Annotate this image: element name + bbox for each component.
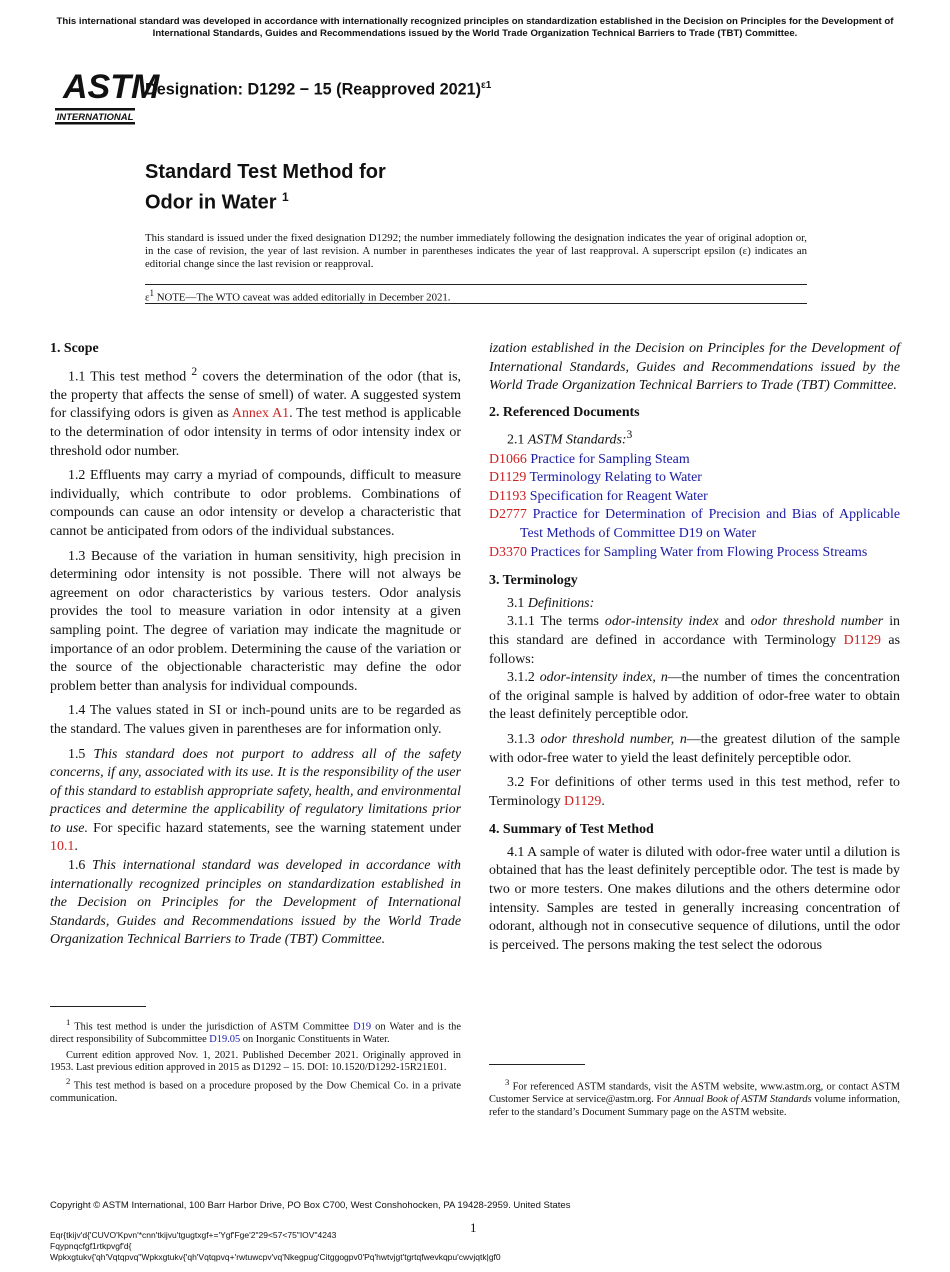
wto-banner: This international standard was developed in accordance with internationally recognized principles on standardization established in the Decision on Principles for the Development of International Standards, Guides and Recommendations issued by the World Trade Organization Technical Barriers to Trade (TBT) Committee. [56, 16, 894, 39]
para-4-1: 4.1 A sample of water is diluted with odor-free water until a dilution is obtained that has the least definitely perceptible odor. The test is made by two or more testers. One makes dilutions and the others determine odor intensity. Samples are tested in generally increasing concentration of odorant, although not in consecutive sequence of dilutions, until the odor is perceived. The persons making the test select the odorous [489, 844, 900, 953]
reference-list [489, 451, 900, 563]
editorial-note: $\varepsilon^1$ NOTE—The WTO caveat was added editorially in December 2021. [145, 288, 451, 304]
footnotes-left [50, 1016, 461, 1106]
reference-item[interactable]: D1129 Terminology Relating to Water [489, 470, 702, 486]
terminology-heading: 3. Terminology [489, 573, 578, 589]
page-title: Standard Test Method for Odor in Water $^1$ [145, 161, 386, 214]
reference-item[interactable]: D1066 Practice for Sampling Steam [489, 451, 690, 467]
page-number: 1 [470, 1220, 477, 1235]
d19-link[interactable]: D19 [353, 1021, 372, 1033]
designation: Designation: D1292 − 15 (Reapproved 2021)$^{\varepsilon 1}$ [145, 80, 492, 99]
astm-logo [55, 60, 160, 132]
scope-heading: 1. Scope [50, 341, 99, 356]
para-1-4: 1.4 The values stated in SI or inch-pound units are to be regarded as the standard. The values given in parentheses are for information only. [50, 703, 461, 737]
section-10-1-link[interactable]: 10.1 [50, 839, 75, 855]
para-1-1: 1.1 This test method $^2$ covers the determination of the odor (that is, the property that affects the sense of smell) of water. A suggested system for classifying odors is given as Annex A1. The test method is applicable to the determination of odor intensity in terms of odor intensity index or threshold odor number. [50, 364, 461, 459]
divider [145, 284, 807, 285]
astm-logo-letters: ASTM [63, 68, 160, 106]
para-3-1-1: 3.1.1 The terms odor-intensity index and odor threshold number in this standard are defined in accordance with Terminology D1129 as follows: [489, 614, 900, 667]
para-3-1-3: 3.1.3 odor threshold number, n—the greatest dilution of the sample with odor-free water to yield the least definitely perceptible odor. [489, 731, 900, 766]
footnote-separator [50, 1006, 146, 1007]
para-3-1: 3.1 Definitions: [507, 595, 595, 611]
para-1-5: 1.5 This standard does not purport to address all of the safety concerns, if any, associated with its use. It is the responsibility of the user of this standard to establish appropriate safety, health, and environmental practices and determine the applicability of regulatory limitations prior to use. For specific hazard statements, see the warning statement under 10.1. [50, 746, 461, 855]
reference-item[interactable]: D1193 Specification for Reagent Water [489, 488, 708, 504]
license-stamp: Eqr{tkijv'd{'CUVO'Kpvn'*cnn'tkijvu'tgugtxgf+='Ygf'Fge'2"29<57<75"IOV"4243 Fqypnqcfgf1rtkpvgf'd{ Wpkxgtukv{'qh'Vqtqpvq"Wpkxgtukv{'qh'Vqtqpvq+'rwtuwcpv'vq'Nkegpug'Citggogpv0'Pq'hwtvjgt'tgrtqfwevkqpu'cwvjqtk|gf0 [50, 1230, 501, 1262]
d19-05-link[interactable]: D19.05 [209, 1034, 241, 1046]
footnote-1: $^1$ This test method is under the jurisdiction of ASTM Committee D19 on Water and is the direct responsibility of Subcommittee D19.05 on Inorganic Constituents in Water. [50, 1017, 461, 1046]
d1129-link[interactable]: D1129 [564, 793, 602, 809]
right-column [489, 340, 900, 955]
copyright: Copyright © ASTM International, 100 Barr Harbor Drive, PO Box C700, West Conshohocken, PA 19428-2959. United States [50, 1200, 571, 1211]
annex-a1-link[interactable]: Annex A1 [231, 406, 290, 422]
para-1-6: 1.6 This international standard was developed in accordance with internationally recognized principles on standardization established in the Decision on Principles for the Development of International Standards, Guides and Recommendations issued by the World Trade Organization Technical Barriers to Trade (TBT) Committee. [50, 858, 461, 948]
para-3-2: 3.2 For definitions of other terms used in this test method, refer to Terminology D1129. [489, 775, 900, 809]
para-2-1: 2.1 ASTM Standards:$^3$ [507, 428, 633, 448]
issuance-note: This standard is issued under the fixed designation D1292; the number immediately following the designation indicates the year of original adoption or, in the case of revision, the year of last revision. A number in parentheses indicates the year of last reapproval. A superscript epsilon (ε) indicates an editorial change since the last revision or reapproval. [145, 232, 807, 270]
footnote-2: $^2$ This test method is based on a procedure proposed by the Dow Chemical Co. in a private communication. [50, 1075, 461, 1104]
reference-item[interactable]: D2777 Practice for Determination of Precision and Bias of Applicable Test Methods of Committee D19 on Water [489, 507, 900, 541]
left-column [50, 340, 461, 950]
footnote-separator [489, 1064, 585, 1065]
d1129-link[interactable]: D1129 [843, 632, 881, 648]
footnote-3: $^3$ For referenced ASTM standards, visit the ASTM website, www.astm.org, or contact ASTM Customer Service at service@astm.org. For Annual Book of ASTM Standards volume information, refer to the standard’s Document Summary page on the ASTM website. [489, 1077, 900, 1118]
para-1-3: 1.3 Because of the variation in human sensitivity, high precision in determining odor intensity is not possible. There will not always be agreement on odor characteristics by various testers. Odor analysis provides the tool to measure variation in odor intensity at a given sampling point. The degree of variation may indicate the magnitude or importance of an odor problem. Determining the cause of the variation or the source of the objectionable characteristic may define the odor problem better than analysis for individual compounds. [50, 548, 461, 694]
para-1-2: 1.2 Effluents may carry a myriad of compounds, difficult to measure individually, which contribute to odor problems. Combinations of compounds can cause an odor intensity or develop a characteristic that cannot be anticipated from odors of the individual substances. [50, 468, 461, 539]
divider [145, 303, 807, 304]
summary-heading: 4. Summary of Test Method [489, 822, 654, 838]
para-3-1-2: 3.1.2 odor-intensity index, n—the number of times the concentration of the original sample is halved by addition of odor-free water to obtain the least definitely perceptible odor. [489, 670, 900, 723]
para-1-6-cont: ization established in the Decision on Principles for the Development of International Standards, Guides and Recommendations issued by the World Trade Organization Technical Barriers to Trade (TBT) Committee. [489, 341, 900, 394]
astm-logo-text: INTERNATIONAL [56, 112, 134, 123]
referenced-documents-heading: 2. Referenced Documents [489, 404, 640, 420]
reference-item[interactable]: D3370 Practices for Sampling Water from Flowing Process Streams [489, 544, 868, 560]
edition-note: Current edition approved Nov. 1, 2021. Published December 2021. Originally approved in 1953. Last previous edition approved in 2015 as D1292 – 15. DOI: 10.1520/D1292-15R21E01. [50, 1049, 461, 1074]
